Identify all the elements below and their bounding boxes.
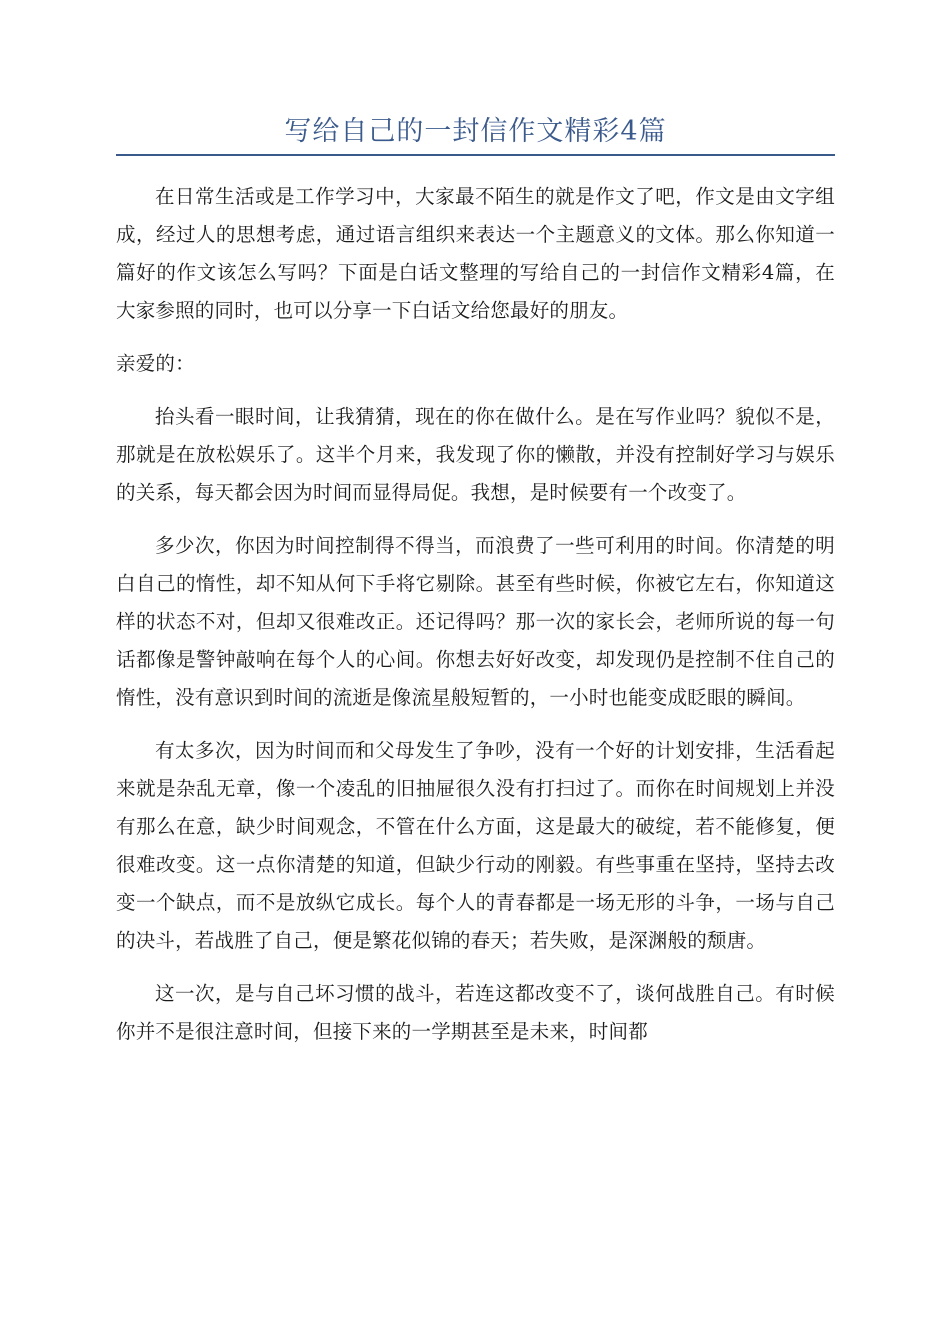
document-title: 写给自己的一封信作文精彩4篇 xyxy=(284,116,667,147)
body-paragraph-2: 多少次，你因为时间控制得不得当，而浪费了一些可利用的时间。你清楚的明白自己的惰性，却不知从何下手将它剔除。甚至有些时候，你被它左右，你知道这样的状态不对，但却又很难改正。还记得吗？那一次的家长会，老师所说的每一句话都像是警钟敲响在每个人的心间。你想去好好改变，却发现仍是控制不住自己的惰性，没有意识到时间的流逝是像流星般短暂的，一小时也能变成眨眼的瞬间。 xyxy=(116,534,835,709)
document-page xyxy=(116,112,835,1066)
intro-paragraph: 在日常生活或是工作学习中，大家最不陌生的就是作文了吧，作文是由文字组成，经过人的思想考虑，通过语言组织来表达一个主题意义的文体。那么你知道一篇好的作文该怎么写吗？下面是白话文整理的写给自己的一封信作文精彩4篇，在大家参照的同时，也可以分享一下白话文给您最好的朋友。 xyxy=(116,185,835,322)
body-paragraph-4: 这一次，是与自己坏习惯的战斗，若连这都改变不了，谈何战胜自己。有时候你并不是很注意时间，但接下来的一学期甚至是未来，时间都 xyxy=(116,982,835,1043)
salutation: 亲爱的： xyxy=(116,352,195,375)
body-paragraph-1: 抬头看一眼时间，让我猜猜，现在的你在做什么。是在写作业吗？貌似不是，那就是在放松娱乐了。这半个月来，我发现了你的懒散，并没有控制好学习与娱乐的关系，每天都会因为时间而显得局促。我想，是时候要有一个改变了。 xyxy=(116,405,835,504)
body-paragraph-3: 有太多次，因为时间而和父母发生了争吵，没有一个好的计划安排，生活看起来就是杂乱无章，像一个凌乱的旧抽屉很久没有打扫过了。而你在时间规划上并没有那么在意，缺少时间观念，不管在什么方面，这是最大的破绽，若不能修复，便很难改变。这一点你清楚的知道，但缺少行动的刚毅。有些事重在坚持，坚持去改变一个缺点，而不是放纵它成长。每个人的青春都是一场无形的斗争，一场与自己的决斗，若战胜了自己，便是繁花似锦的春天；若失败，是深渊般的颓唐。 xyxy=(116,739,835,952)
title-underline xyxy=(116,154,835,156)
